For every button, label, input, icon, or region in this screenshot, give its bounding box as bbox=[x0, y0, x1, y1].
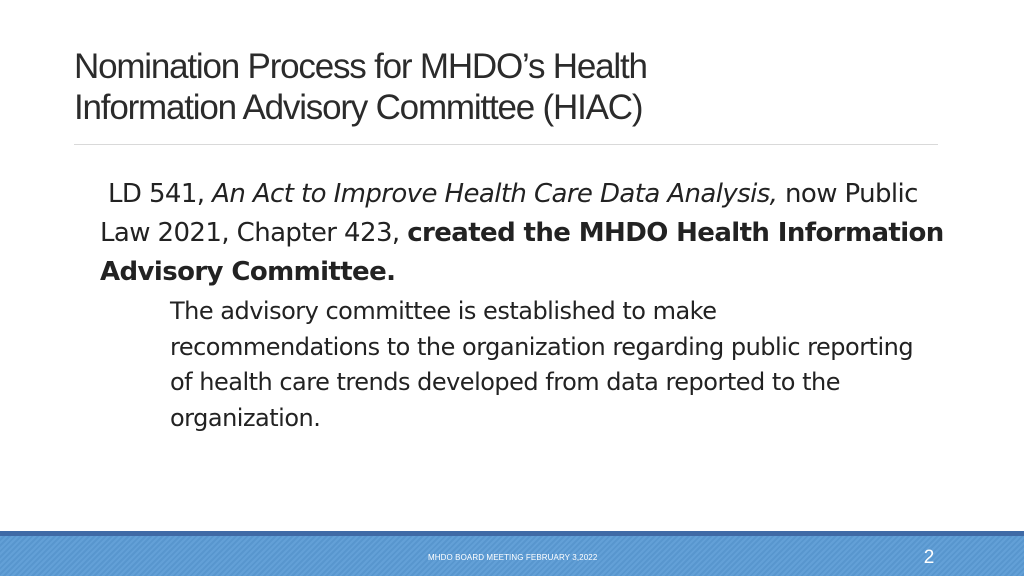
footer-meeting-label: MHDO BOARD MEETING FEBRUARY 3,2022 bbox=[428, 553, 598, 562]
intro-lead-text: LD 541, bbox=[108, 179, 213, 209]
intro-paragraph bbox=[100, 175, 960, 292]
committee-created-text: created the MHDO Health Information Advisory Committee. bbox=[100, 218, 944, 287]
act-title: An Act to Improve Health Care Data Analysis, bbox=[212, 179, 778, 209]
slide-title-line-2: Information Advisory Committee (HIAC) bbox=[74, 88, 643, 127]
slide-body bbox=[100, 175, 960, 436]
intro-middle-text: now Public Law 2021, Chapter 423, bbox=[100, 179, 918, 248]
slide-title bbox=[74, 46, 934, 128]
slide-title-line-1: Nomination Process for MHDO’s Health bbox=[74, 47, 647, 86]
purpose-paragraph: The advisory committee is established to make recommendations to the organization regarding public reporting of health care trends developed from data reported to the organization. bbox=[170, 297, 914, 432]
title-divider bbox=[74, 144, 938, 145]
slide-number: 2 bbox=[923, 547, 935, 568]
